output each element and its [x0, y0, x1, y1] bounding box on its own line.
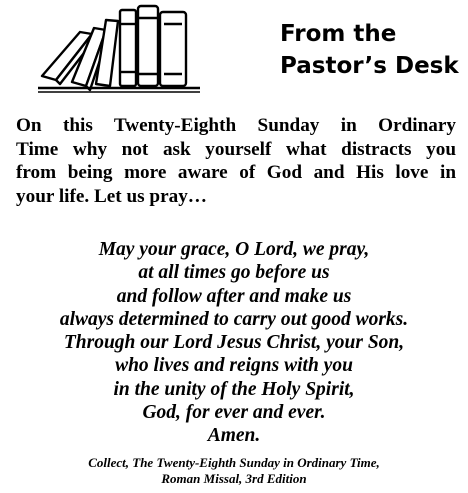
- prayer-line: God, for ever and ever.: [142, 402, 326, 424]
- source-credit: [0, 455, 468, 487]
- prayer-line: at all times go before us: [138, 262, 330, 284]
- prayer-line: who lives and reigns with you: [115, 355, 353, 377]
- books-icon: [36, 4, 208, 94]
- intro-line: from being more aware of God and His love in: [16, 162, 456, 183]
- credit-line-1: Collect, The Twenty-Eighth Sunday in Ordinary Time,: [88, 455, 380, 470]
- intro-line: Time why not ask yourself what distracts you: [16, 138, 456, 160]
- title-line-1: From the: [280, 21, 397, 47]
- intro-line: your life. Let us pray…: [16, 185, 207, 207]
- prayer-line: always determined to carry out good works.: [59, 308, 409, 330]
- credit-line-2: Roman Missal, 3rd Edition: [161, 471, 307, 486]
- prayer-amen: Amen.: [207, 425, 261, 447]
- intro-line: On this Twenty-Eighth Sunday in Ordinary: [16, 115, 456, 136]
- prayer-line: and follow after and make us: [116, 285, 352, 307]
- page-title: [280, 18, 460, 82]
- title-line-2: Pastor’s Desk: [280, 53, 459, 79]
- prayer-line: May your grace, O Lord, we pray,: [98, 239, 370, 260]
- prayer-line: in the unity of the Holy Spirit,: [113, 378, 355, 400]
- prayer-text: [0, 238, 468, 448]
- intro-paragraph: [16, 114, 456, 208]
- prayer-line: Through our Lord Jesus Christ, your Son,: [63, 332, 405, 354]
